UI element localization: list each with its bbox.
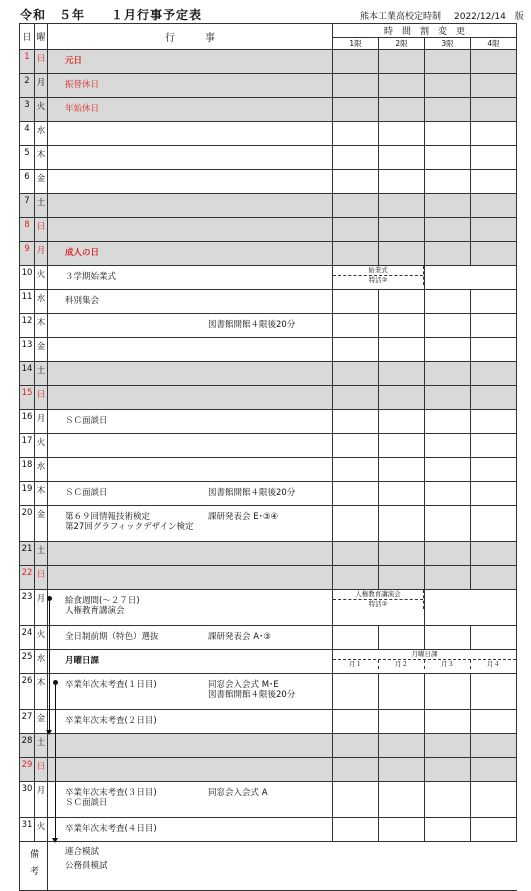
day-of-week: 木 xyxy=(35,146,48,170)
period-cell xyxy=(333,146,379,170)
period-cell xyxy=(333,338,379,362)
day-number: 29 xyxy=(20,758,35,782)
period-cell xyxy=(379,218,425,242)
day-of-week: 金 xyxy=(35,170,48,194)
period-cell xyxy=(379,386,425,410)
table-header-row xyxy=(20,24,517,38)
day-number: 22 xyxy=(20,566,35,590)
event-cell xyxy=(48,170,333,194)
day-of-week: 土 xyxy=(35,734,48,758)
day-of-week: 火 xyxy=(35,626,48,650)
day-number: 8 xyxy=(20,218,35,242)
event-text: ３学期始業式 xyxy=(65,272,117,282)
event-text: ＳＣ面談日 xyxy=(65,416,108,426)
event-text: 給食週間(～２７日) xyxy=(65,596,140,606)
period-cell xyxy=(333,674,379,710)
event-cell xyxy=(48,410,333,434)
header-day: 日 xyxy=(20,24,35,50)
day-row-25 xyxy=(20,650,517,674)
event-text: 第27回グラフィックデザイン検定 xyxy=(65,522,194,532)
day-number: 25 xyxy=(20,650,35,674)
period-cell xyxy=(425,50,471,74)
event-cell xyxy=(48,650,333,674)
event-text: 卒業年次末考査(４日目) xyxy=(65,824,157,834)
day-of-week: 木 xyxy=(35,482,48,506)
event-cell xyxy=(48,386,333,410)
period-cell xyxy=(471,710,517,734)
day-row-28 xyxy=(20,734,517,758)
day-row-10 xyxy=(20,266,517,290)
period-cell xyxy=(425,290,471,314)
day-of-week: 水 xyxy=(35,122,48,146)
day-number: 12 xyxy=(20,314,35,338)
day-number: 1 xyxy=(20,50,35,74)
event-cell xyxy=(48,566,333,590)
period-cell xyxy=(379,146,425,170)
period-cell xyxy=(379,170,425,194)
event-text: 成人の日 xyxy=(65,248,100,258)
remarks-item: 連合模試 xyxy=(65,847,100,857)
period-cell xyxy=(425,434,471,458)
day-of-week: 日 xyxy=(35,566,48,590)
period-cell xyxy=(379,314,425,338)
header-period-2: 2限 xyxy=(379,38,425,50)
day-row-15 xyxy=(20,386,517,410)
monday-period-cell: 月４ xyxy=(487,660,500,668)
period-cell xyxy=(471,122,517,146)
monday-period-cell: 月１ xyxy=(333,660,379,669)
day-of-week: 金 xyxy=(35,710,48,734)
event-cell xyxy=(48,50,333,74)
period-cell xyxy=(425,710,471,734)
period-cell xyxy=(425,242,471,266)
period-cell xyxy=(425,338,471,362)
period-cell xyxy=(379,458,425,482)
period-cell xyxy=(471,458,517,482)
event-cell xyxy=(48,458,333,482)
remarks-row xyxy=(20,842,517,891)
event-text: 元日 xyxy=(65,56,83,66)
period-cell xyxy=(333,362,379,386)
period-cell xyxy=(333,506,379,542)
day-row-22 xyxy=(20,566,517,590)
day-row-31 xyxy=(20,818,517,842)
day-row-14 xyxy=(20,362,517,386)
event-cell xyxy=(48,482,333,506)
period-cell xyxy=(425,146,471,170)
day-of-week: 月 xyxy=(35,410,48,434)
day-number: 18 xyxy=(20,458,35,482)
day-of-week: 木 xyxy=(35,674,48,710)
period-cell xyxy=(379,434,425,458)
event-cell xyxy=(48,266,333,290)
day-number: 20 xyxy=(20,506,35,542)
period-cell xyxy=(333,482,379,506)
day-of-week: 火 xyxy=(35,434,48,458)
day-number: 27 xyxy=(20,710,35,734)
event-cell xyxy=(48,314,333,338)
period-cell xyxy=(333,542,379,566)
period-cell xyxy=(333,566,379,590)
period-cell xyxy=(425,194,471,218)
day-number: 21 xyxy=(20,542,35,566)
period-cell xyxy=(471,314,517,338)
header-dow: 曜 xyxy=(35,24,48,50)
day-of-week: 金 xyxy=(35,506,48,542)
header-period-1: 1限 xyxy=(333,38,379,50)
period-cell xyxy=(471,74,517,98)
event-text: ＳＣ面談日 xyxy=(65,488,108,498)
day-number: 28 xyxy=(20,734,35,758)
period-cell xyxy=(379,410,425,434)
event-cell xyxy=(48,590,333,626)
monday-schedule-title: 月曜日課 xyxy=(411,650,438,658)
header-period-4: 4限 xyxy=(471,38,517,50)
event-cell xyxy=(48,542,333,566)
day-number: 10 xyxy=(20,266,35,290)
day-number: 14 xyxy=(20,362,35,386)
event-text: 全日制前期（特色）選抜 xyxy=(65,632,159,642)
period-cell xyxy=(471,50,517,74)
schedule-table xyxy=(19,23,517,891)
day-row-19 xyxy=(20,482,517,506)
period-cell xyxy=(471,338,517,362)
event-cell xyxy=(48,218,333,242)
period-cell xyxy=(425,758,471,782)
header-period-3: 3限 xyxy=(425,38,471,50)
remarks-item: 公務員模試 xyxy=(65,861,108,871)
day-of-week: 水 xyxy=(35,290,48,314)
day-number: 7 xyxy=(20,194,35,218)
period-cell xyxy=(471,758,517,782)
period-cell xyxy=(379,482,425,506)
period-cell xyxy=(471,386,517,410)
day-row-1 xyxy=(20,50,517,74)
period-cell xyxy=(471,542,517,566)
period-cell xyxy=(471,218,517,242)
remarks-label-text: 備考 xyxy=(28,849,38,883)
day-of-week: 土 xyxy=(35,542,48,566)
period-cell xyxy=(471,434,517,458)
day-row-16 xyxy=(20,410,517,434)
day-of-week: 日 xyxy=(35,218,48,242)
day-number: 23 xyxy=(20,590,35,626)
monday-period-cell: 月３ xyxy=(425,660,471,669)
day-row-6 xyxy=(20,170,517,194)
period-cell xyxy=(471,146,517,170)
event-cell xyxy=(48,506,333,542)
day-number: 30 xyxy=(20,782,35,818)
period-cell xyxy=(379,542,425,566)
day-row-18 xyxy=(20,458,517,482)
event-text: 卒業年次末考査(２日目) xyxy=(65,716,157,726)
header-period-change: 時 間 割 変 更 xyxy=(333,24,517,38)
school-name: 熊本工業高校定時制 xyxy=(360,12,442,22)
period-cell xyxy=(379,626,425,650)
event-text: 図書館開館４限後20分 xyxy=(208,320,296,330)
period-cell xyxy=(333,818,379,842)
period-cell xyxy=(425,734,471,758)
day-of-week: 水 xyxy=(35,458,48,482)
version-date: 2022/12/14 版 xyxy=(454,12,524,22)
period-cell xyxy=(333,242,379,266)
kyushoku-week-marker-arrow-icon xyxy=(46,730,52,735)
day-of-week: 火 xyxy=(35,818,48,842)
event-cell xyxy=(48,758,333,782)
period-cell xyxy=(333,122,379,146)
day-row-20 xyxy=(20,506,517,542)
day-row-8 xyxy=(20,218,517,242)
period-cell xyxy=(425,122,471,146)
period-cell xyxy=(425,566,471,590)
monday-period-cell: 月２ xyxy=(379,660,425,669)
period-cell xyxy=(333,758,379,782)
day-number: 9 xyxy=(20,242,35,266)
day-row-23 xyxy=(20,590,517,626)
period-cell xyxy=(425,170,471,194)
event-cell xyxy=(48,338,333,362)
day-row-26 xyxy=(20,674,517,710)
period-cell xyxy=(333,218,379,242)
period-cell xyxy=(425,314,471,338)
period-cell-empty xyxy=(425,266,517,290)
event-text: 振替休日 xyxy=(65,80,100,90)
period-cell xyxy=(379,50,425,74)
period-cell xyxy=(333,626,379,650)
event-cell xyxy=(48,122,333,146)
day-number: 13 xyxy=(20,338,35,362)
period-cell xyxy=(471,242,517,266)
period-change-label: 人権教育講演会 xyxy=(355,590,401,598)
day-row-7 xyxy=(20,194,517,218)
header-events: 行 事 xyxy=(48,24,333,50)
remarks-content xyxy=(48,842,517,891)
period-cell xyxy=(379,74,425,98)
event-text: 同窓会入会式 M･E xyxy=(208,680,279,690)
day-row-11 xyxy=(20,290,517,314)
period-cell xyxy=(425,506,471,542)
period-cell xyxy=(333,194,379,218)
period-cell xyxy=(379,674,425,710)
period-cell xyxy=(333,314,379,338)
day-number: 19 xyxy=(20,482,35,506)
event-cell xyxy=(48,194,333,218)
event-text: 月曜日課 xyxy=(65,656,100,666)
period-cell xyxy=(471,506,517,542)
day-row-24 xyxy=(20,626,517,650)
day-row-3 xyxy=(20,98,517,122)
period-cell xyxy=(425,482,471,506)
event-cell xyxy=(48,434,333,458)
period-cell xyxy=(379,122,425,146)
day-of-week: 月 xyxy=(35,74,48,98)
period-cell xyxy=(379,290,425,314)
period-cell xyxy=(333,170,379,194)
day-of-week: 日 xyxy=(35,386,48,410)
page-title: 令和 ５年 １月行事予定表 xyxy=(20,8,203,22)
event-text: 図書館開館４限後20分 xyxy=(208,690,296,700)
period-cell xyxy=(471,566,517,590)
day-number: 4 xyxy=(20,122,35,146)
day-of-week: 日 xyxy=(35,758,48,782)
event-text: 科別集会 xyxy=(65,296,100,306)
period-cell xyxy=(471,482,517,506)
period-cell xyxy=(425,818,471,842)
period-cell xyxy=(379,194,425,218)
remarks-label xyxy=(20,842,48,891)
event-cell xyxy=(48,98,333,122)
period-cell xyxy=(333,434,379,458)
exam-period-marker-line xyxy=(55,682,56,838)
exam-period-marker-arrow-icon xyxy=(52,838,58,843)
period-cell xyxy=(379,506,425,542)
period-cell xyxy=(471,410,517,434)
day-number: 16 xyxy=(20,410,35,434)
period-cell xyxy=(471,626,517,650)
day-row-12 xyxy=(20,314,517,338)
period-cell xyxy=(425,410,471,434)
period-cell xyxy=(379,734,425,758)
period-change-box xyxy=(333,590,425,626)
day-number: 31 xyxy=(20,818,35,842)
period-cell xyxy=(425,362,471,386)
event-text: 同窓会入会式 A xyxy=(208,788,268,798)
day-row-27 xyxy=(20,710,517,734)
day-of-week: 木 xyxy=(35,314,48,338)
day-row-17 xyxy=(20,434,517,458)
event-cell xyxy=(48,710,333,734)
period-cell xyxy=(333,290,379,314)
day-of-week: 水 xyxy=(35,650,48,674)
day-of-week: 火 xyxy=(35,98,48,122)
period-cell xyxy=(333,74,379,98)
period-change-box xyxy=(333,266,425,290)
day-of-week: 土 xyxy=(35,194,48,218)
event-text: 年始休日 xyxy=(65,104,100,114)
event-cell xyxy=(48,674,333,710)
period-cell xyxy=(471,170,517,194)
day-number: 15 xyxy=(20,386,35,410)
period-cell xyxy=(379,338,425,362)
day-number: 11 xyxy=(20,290,35,314)
period-cell xyxy=(333,50,379,74)
day-row-2 xyxy=(20,74,517,98)
period-cell-empty xyxy=(425,590,517,626)
period-cell xyxy=(471,818,517,842)
day-of-week: 月 xyxy=(35,242,48,266)
event-cell xyxy=(48,74,333,98)
period-cell xyxy=(425,98,471,122)
event-cell xyxy=(48,626,333,650)
event-cell xyxy=(48,242,333,266)
period-cell xyxy=(379,818,425,842)
event-text: 人権教育講演会 xyxy=(65,606,125,616)
period-cell xyxy=(471,362,517,386)
day-number: 5 xyxy=(20,146,35,170)
period-cell xyxy=(471,674,517,710)
period-cell xyxy=(425,674,471,710)
day-row-29 xyxy=(20,758,517,782)
period-cell xyxy=(471,194,517,218)
period-cell xyxy=(379,242,425,266)
period-cell xyxy=(379,710,425,734)
event-text: ＳＣ面談日 xyxy=(65,798,108,808)
period-cell xyxy=(425,386,471,410)
event-text: 図書館開館４限後20分 xyxy=(208,488,296,498)
event-cell xyxy=(48,146,333,170)
period-cell xyxy=(333,98,379,122)
period-cell xyxy=(333,410,379,434)
day-of-week: 金 xyxy=(35,338,48,362)
period-cell xyxy=(425,542,471,566)
period-cell xyxy=(379,98,425,122)
day-number: 17 xyxy=(20,434,35,458)
day-number: 2 xyxy=(20,74,35,98)
day-of-week: 土 xyxy=(35,362,48,386)
period-cell xyxy=(379,566,425,590)
event-cell xyxy=(48,290,333,314)
event-cell xyxy=(48,818,333,842)
period-change-sub: 特活② xyxy=(333,599,423,609)
day-row-4 xyxy=(20,122,517,146)
event-text: 卒業年次末考査(１日目) xyxy=(65,680,157,690)
event-cell xyxy=(48,362,333,386)
period-cell xyxy=(471,290,517,314)
period-cell xyxy=(425,458,471,482)
period-cell xyxy=(425,218,471,242)
kyushoku-week-marker-line xyxy=(49,598,50,730)
period-change-label: 始業式 xyxy=(368,266,388,274)
period-cell xyxy=(471,734,517,758)
period-cell xyxy=(471,98,517,122)
period-cell xyxy=(333,458,379,482)
day-of-week: 日 xyxy=(35,50,48,74)
event-cell xyxy=(48,734,333,758)
day-number: 3 xyxy=(20,98,35,122)
period-cell xyxy=(379,758,425,782)
period-cell xyxy=(333,386,379,410)
period-cell xyxy=(333,710,379,734)
period-cell xyxy=(425,74,471,98)
day-of-week: 月 xyxy=(35,782,48,818)
event-text: 課研発表会 A･③ xyxy=(208,632,271,642)
event-text: 課研発表会 E･③④ xyxy=(208,512,279,522)
day-number: 6 xyxy=(20,170,35,194)
period-cell xyxy=(425,626,471,650)
day-of-week: 月 xyxy=(35,590,48,626)
day-row-5 xyxy=(20,146,517,170)
day-row-21 xyxy=(20,542,517,566)
day-row-9 xyxy=(20,242,517,266)
day-number: 24 xyxy=(20,626,35,650)
period-cell xyxy=(333,734,379,758)
monday-schedule-box xyxy=(333,650,517,674)
event-text: 卒業年次末考査(３日目) xyxy=(65,788,157,798)
event-text: 第６９回情報技術検定 xyxy=(65,512,151,522)
day-row-13 xyxy=(20,338,517,362)
period-cell xyxy=(379,362,425,386)
day-number: 26 xyxy=(20,674,35,710)
day-of-week: 火 xyxy=(35,266,48,290)
period-change-sub: 特活② xyxy=(333,275,423,285)
